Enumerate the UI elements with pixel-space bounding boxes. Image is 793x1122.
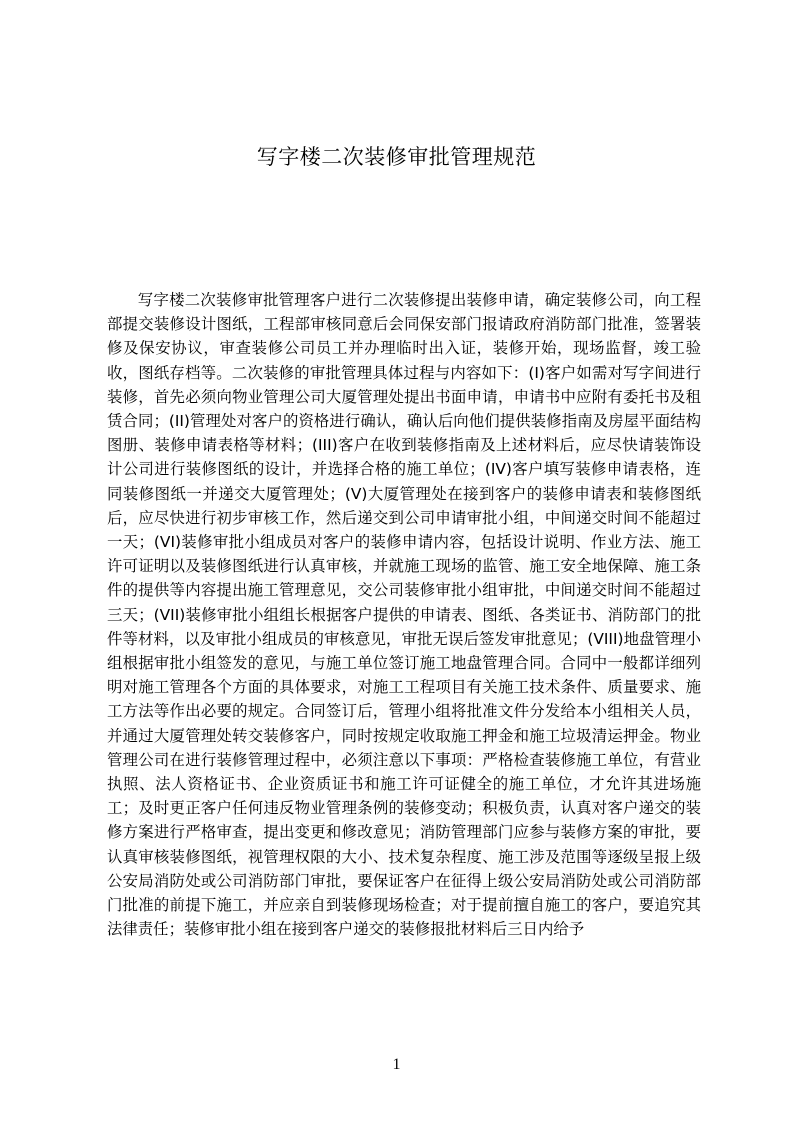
document-title: 写字楼二次装修审批管理规范 [256,145,537,169]
document-body-paragraph: 写字楼二次装修审批管理客户进行二次装修提出装修申请，确定装修公司，向工程部提交装修设计图纸，工程部审核同意后会同保安部门报请政府消防部门批准，签署装修及保安协议，审查装修公司员工并办理临时出入证，装修开始，现场监督，竣工验收，图纸存档等。二次装修的审批管理具体过程与内容如下：(I)客户如需对写字间进行装修，首先必须向物业管理公司大厦管理处提出书面申请，申请书中应附有委托书及租赁合同；(II)管理处对客户的资格进行确认，确认后向他们提供装修指南及房屋平面结构图册、装修申请表格等材料；(III)客户在收到装修指南及上述材料后，应尽快请装饰设计公司进行装修图纸的设计，并选择合格的施工单位；(IV)客户填写装修申请表格，连同装修图纸一并递交大厦管理处；(V)大厦管理处在接到客户的装修申请表和装修图纸后，应尽快进行初步审核工作，然后递交到公司申请审批小组，中间递交时间不能超过一天；(VI)装修审批小组成员对客户的装修申请内容，包括设计说明、作业方法、施工许可证明以及装修图纸进行认真审核，并就施工现场的监管、施工安全地保障、施工条件的提供等内容提出施工管理意见，交公司装修审批小组审批，中间递交时间不能超过三天；(VII)装修审批小组组长根据客户提供的申请表、图纸、各类证书、消防部门的批件等材料，以及审批小组成员的审核意见，审批无误后签发审批意见；(VIII)地盘管理小组根据审批小组签发的意见，与施工单位签订施工地盘管理合同。合同中一般都详细列明对施工管理各个方面的具体要求，对施工工程项目有关施工技术条件、质量要求、施工方法等作出必要的规定。合同签订后，管理小组将批准文件分发给本小组相关人员，并通过大厦管理处转交装修客户，同时按规定收取施工押金和施工垃圾清运押金。物业管理公司在进行装修管理过程中，必须注意以下事项：严格检查装修施工单位，有营业执照、法人资格证书、企业资质证书和施工许可证健全的施工单位，才允许其进场施工；及时更正客户任何违反物业管理条例的装修变动；积极负责，认真对客户递交的装修方案进行严格审查，提出变更和修改意见；消防管理部门应参与装修方案的审批，要认真审核装修图纸，视管理权限的大小、技术复杂程度、施工涉及范围等逐级呈报上级公安局消防处或公司消防部门审批，要保证客户在征得上级公安局消防处或公司消防部门批准的前提下施工，并应亲自到装修现场检查；对于提前擅自施工的客户，要追究其法律责任；装修审批小组在接到客户递交的装修报批材料后三日内给予 [107,291,701,939]
page-number: 1 [392,1056,401,1073]
